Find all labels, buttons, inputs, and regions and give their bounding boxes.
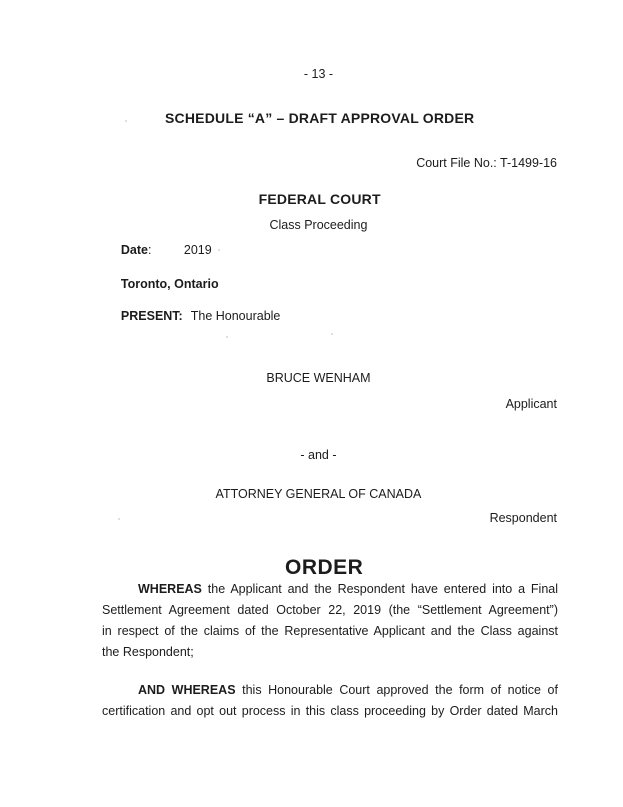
paragraph-text: this Honourable Court approved the form of notice of bbox=[235, 683, 558, 697]
court-name-text: FEDERAL COURT bbox=[258, 191, 381, 207]
location-text: Toronto, Ontario bbox=[120, 277, 219, 291]
whereas-lead: WHEREAS bbox=[138, 582, 202, 596]
paragraph-text: the Applicant and the Respondent have entered into a Final bbox=[201, 582, 558, 596]
paragraph-line bbox=[102, 600, 558, 621]
paragraph-line bbox=[102, 621, 558, 642]
whereas-paragraph bbox=[102, 579, 558, 663]
applicant-role-text: Applicant bbox=[505, 397, 557, 411]
paragraph-line bbox=[102, 642, 558, 663]
court-file-number-text: Court File No.: T-1499-16 bbox=[416, 156, 557, 170]
present-value: The Honourable bbox=[190, 309, 281, 323]
paragraph-line bbox=[102, 579, 558, 600]
applicant-name-text: BRUCE WENHAM bbox=[266, 371, 371, 385]
applicant-role bbox=[0, 379, 623, 430]
respondent-name-text: ATTORNEY GENERAL OF CANADA bbox=[215, 487, 422, 501]
paragraph-line bbox=[102, 701, 558, 722]
paragraph-text: Settlement Agreement dated October 22, 2019 (the “Settlement Agreement”) bbox=[102, 603, 558, 617]
party-separator-text: - and - bbox=[300, 448, 337, 462]
date-value: 2019 bbox=[183, 243, 212, 257]
date-colon: : bbox=[148, 243, 152, 257]
order-heading-text: ORDER bbox=[285, 556, 364, 579]
paragraph-text: the Respondent; bbox=[102, 645, 194, 659]
present-line bbox=[0, 291, 623, 342]
and-whereas-lead: AND WHEREAS bbox=[138, 683, 236, 697]
proceeding-type-text: Class Proceeding bbox=[269, 218, 368, 232]
paragraph-text: certification and opt out process in this class proceeding by Order dated March bbox=[102, 704, 558, 718]
present-label: PRESENT: bbox=[120, 309, 183, 323]
date-label-wrap bbox=[121, 242, 184, 259]
and-whereas-paragraph bbox=[102, 680, 558, 722]
paragraph-line bbox=[102, 680, 558, 701]
paragraph-text: in respect of the claims of the Representative Applicant and the Class against bbox=[102, 624, 558, 638]
date-label: Date bbox=[120, 243, 148, 257]
schedule-title-text: SCHEDULE “A” – DRAFT APPROVAL ORDER bbox=[165, 110, 475, 126]
page-number-label: - 13 - bbox=[303, 67, 334, 81]
respondent-role-text: Respondent bbox=[489, 511, 557, 525]
